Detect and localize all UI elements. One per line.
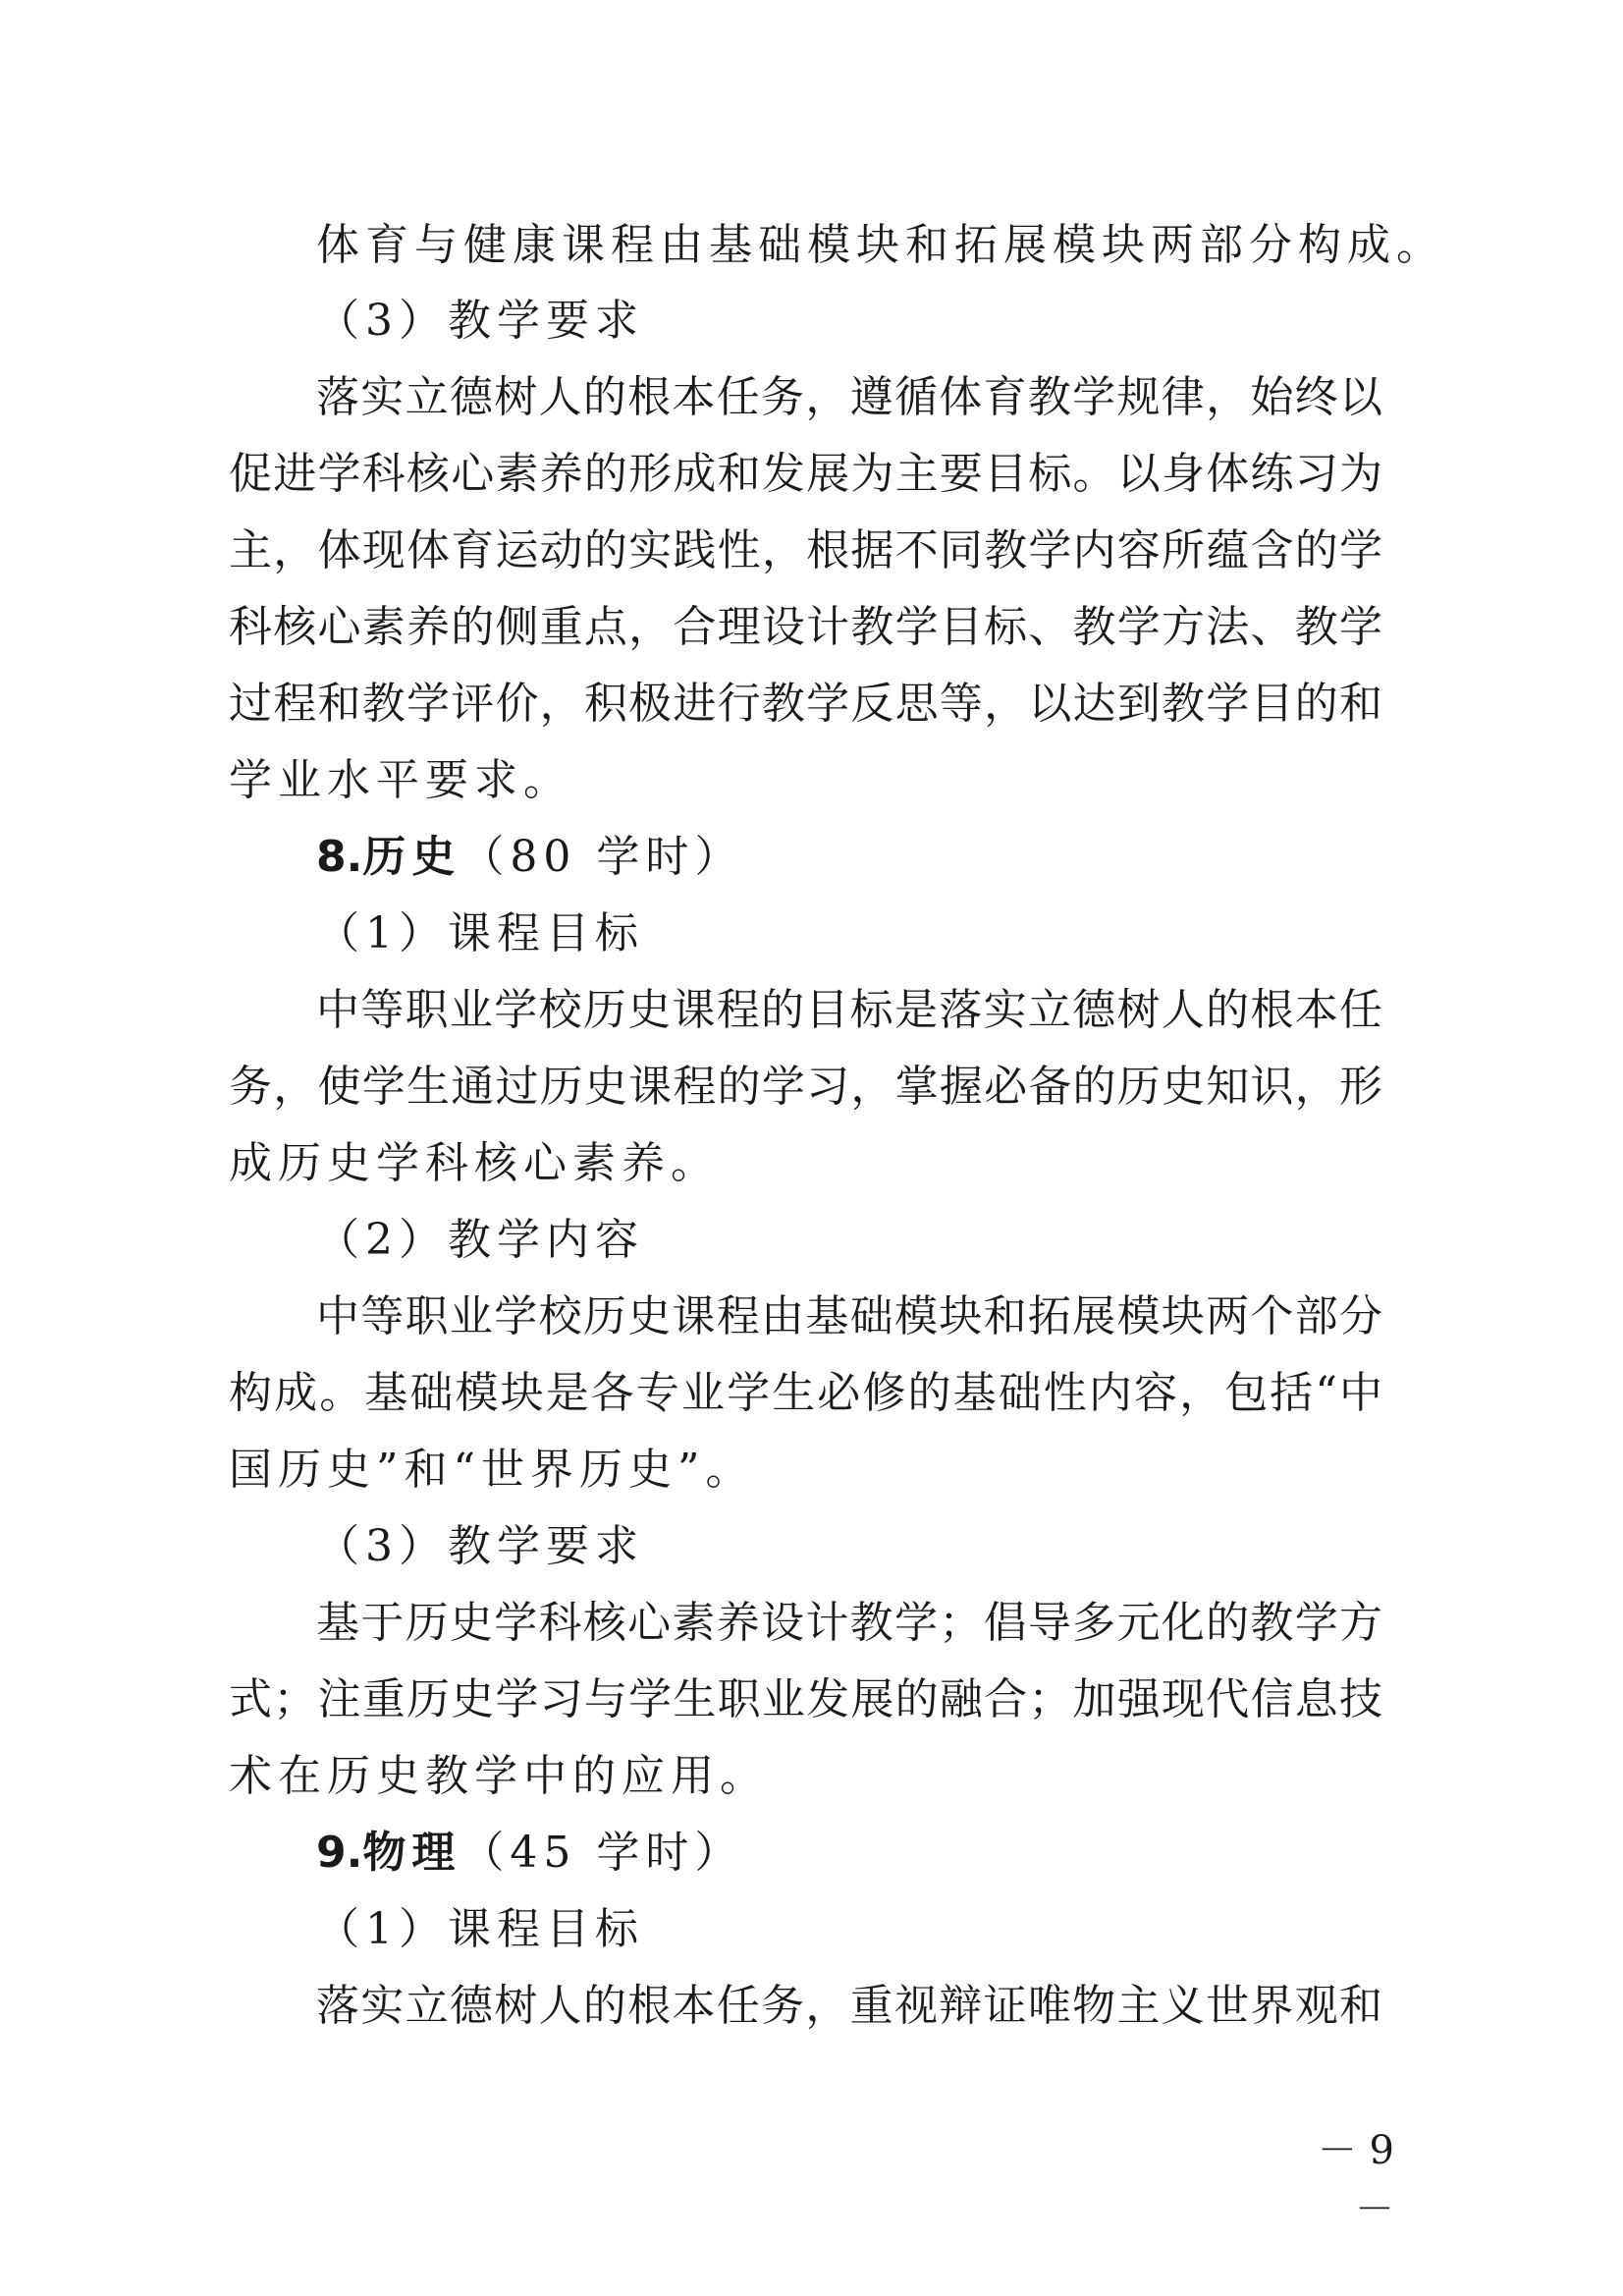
section-number: 8.: [316, 832, 363, 882]
section-hours: （45 学时）: [460, 1828, 744, 1878]
paragraph-line: 成历史学科核心素养。: [229, 1138, 720, 1188]
paragraph-line: 体育与健康课程由基础模块和拓展模块两部分构成。: [316, 220, 1445, 270]
paragraph-line: 过程和教学评价，积极进行教学反思等，以达到教学目的和: [229, 679, 1382, 729]
section-heading-history: [316, 819, 1470, 896]
paragraph-line: 落实立德树人的根本任务，遵循体育教学规律，始终以: [316, 372, 1382, 422]
paragraph-line: 促进学科核心素养的形成和发展为主要目标。以身体练习为: [229, 449, 1382, 499]
paragraph-line: 科核心素养的侧重点，合理设计教学目标、教学方法、教学: [229, 602, 1382, 652]
subsection-heading: （1）课程目标: [316, 1904, 644, 1954]
section-title: 历史: [362, 832, 461, 882]
section-number: 9.: [316, 1828, 363, 1878]
paragraph-line: 主，体现体育运动的实践性，根据不同教学内容所蕴含的学: [229, 525, 1382, 575]
section-title: 物理: [362, 1828, 461, 1878]
subsection-heading: （3）教学要求: [316, 1521, 644, 1571]
paragraph-line: 中等职业学校历史课程的目标是落实立德树人的根本任: [316, 985, 1382, 1035]
section-hours: （80 学时）: [460, 832, 744, 882]
page-number: － 9 －: [1317, 2128, 1394, 2232]
subsection-heading: （2）教学内容: [316, 1215, 644, 1265]
paragraph-line: 落实立德树人的根本任务，重视辩证唯物主义世界观和: [316, 1981, 1382, 2031]
paragraph-line: 式；注重历史学习与学生职业发展的融合；加强现代信息技: [229, 1674, 1382, 1724]
subsection-heading: （1）课程目标: [316, 908, 644, 958]
paragraph-line: 务，使学生通过历史课程的学习，掌握必备的历史知识，形: [229, 1062, 1382, 1112]
paragraph-line: 中等职业学校历史课程由基础模块和拓展模块两个部分: [316, 1291, 1382, 1341]
paragraph-line: 术在历史教学中的应用。: [229, 1751, 769, 1801]
paragraph-line: 基于历史学科核心素养设计教学；倡导多元化的教学方: [316, 1598, 1382, 1648]
section-heading-physics: [316, 1815, 1470, 1891]
subsection-heading: （3）教学要求: [316, 296, 644, 346]
paragraph-line: 国历史”和“世界历史”。: [229, 1445, 755, 1495]
paragraph-line: 学业水平要求。: [229, 755, 572, 805]
paragraph-line: 构成。基础模块是各专业学生必修的基础性内容，包括“中: [229, 1368, 1382, 1418]
